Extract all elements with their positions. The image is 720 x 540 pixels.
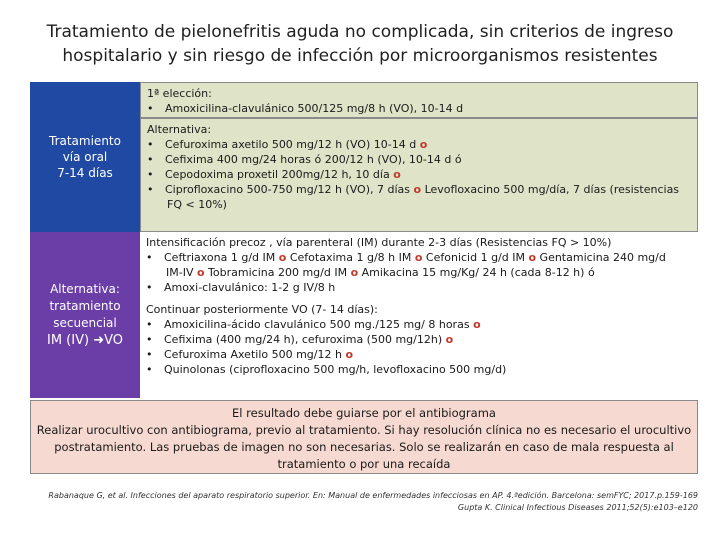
reference-2: Gupta K. Clinical Infectious Diseases 2011;52(5):e103–e120 <box>457 503 698 512</box>
title-line-2: hospitalario y sin riesgo de infección por microorganismos resistentes <box>62 46 658 66</box>
oral-alternative-box <box>140 118 698 232</box>
page-title <box>20 20 700 68</box>
continue-item-4: • Quinolonas (ciprofloxacino 500 mg/h, levofloxacino 500 mg/d) <box>146 363 507 376</box>
intensification-heading: Intensificación precoz , vía parenteral (IM) durante 2-3 días (Resistencias FQ > 10%) <box>146 236 612 249</box>
continue-item-2: • Cefixima (400 mg/24 h), cefuroxima (500 mg/12h) o <box>146 333 454 346</box>
result-line-3: postratamiento. Las pruebas de imagen no son necesarias. Solo se realizarán en caso de mala respuesta al <box>54 440 674 454</box>
reference-1: Rabanaque G, et al. Infecciones del aparato respiratorio superior. En: Manual de enfermedades infecciosas en AP. 4.ªedición. Barcelona: semFYC; 2017.p.159-169 <box>48 491 698 500</box>
oral-treatment-panel <box>30 82 140 232</box>
seq-label-1: Alternativa: <box>50 282 120 296</box>
oral-label-2: vía oral <box>62 150 108 164</box>
result-line-2: Realizar urocultivo con antibiograma, previo al tratamiento. Si hay resolución clínica no es necesario el urocultivo <box>36 423 692 437</box>
seq-label-3: secuencial <box>53 316 117 330</box>
title-line-1: Tratamiento de pielonefritis aguda no complicada, sin criterios de ingreso <box>46 22 674 42</box>
intensification-item-1: • Ceftriaxona 1 g/d IM o Cefotaxima 1 g/8 h IM o Cefonicid 1 g/d IM o Gentamicina 240 mg/d <box>146 251 666 264</box>
continue-item-3: • Cefuroxima Axetilo 500 mg/12 h o <box>146 348 354 361</box>
oral-alt-item-2: • Cefixima 400 mg/24 horas ó 200/12 h (VO), 10-14 d ó <box>147 153 462 166</box>
oral-alt-item-4-cont: FQ < 10%) <box>167 198 227 211</box>
first-choice-item: • Amoxicilina-clavulánico 500/125 mg/8 h (VO), 10-14 d <box>147 102 464 115</box>
result-box <box>30 400 698 474</box>
seq-route: IM (IV) ➜VO <box>47 333 123 348</box>
intensification-item-1-cont: IM-IV o Tobramicina 200 mg/d IM o Amikacina 15 mg/Kg/ 24 h (cada 8-12 h) ó <box>166 266 595 279</box>
oral-alt-item-4: • Ciprofloxacino 500-750 mg/12 h (VO), 7 días o Levofloxacino 500 mg/día, 7 días (resistencias <box>147 183 680 196</box>
oral-label-1: Tratamiento <box>49 134 121 148</box>
oral-alt-item-1: • Cefuroxima axetilo 500 mg/12 h (VO) 10-14 d o <box>147 138 428 151</box>
right-arrow-icon: ➜ <box>93 333 105 348</box>
continue-heading: Continuar posteriormente VO (7- 14 días): <box>146 303 378 316</box>
continue-item-1: • Amoxicilina-ácido clavulánico 500 mg./125 mg/ 8 horas o <box>146 318 481 331</box>
sequential-treatment-panel <box>30 232 140 398</box>
oral-label-3: 7-14 días <box>57 166 113 180</box>
oral-alt-item-3: • Cepodoxima proxetil 200mg/12 h, 10 día o <box>147 168 401 181</box>
seq-label-2: tratamiento <box>49 299 121 313</box>
result-line-1: El resultado debe guiarse por el antibiograma <box>232 406 496 420</box>
sequential-box <box>140 232 698 398</box>
intensification-item-2: • Amoxi-clavulánico: 1-2 g IV/8 h <box>146 281 336 294</box>
first-choice-heading: 1ª elección: <box>147 87 212 100</box>
result-line-4: tratamiento o por una recaída <box>277 457 451 471</box>
first-choice-box <box>140 82 698 118</box>
oral-alternative-heading: Alternativa: <box>147 123 212 136</box>
